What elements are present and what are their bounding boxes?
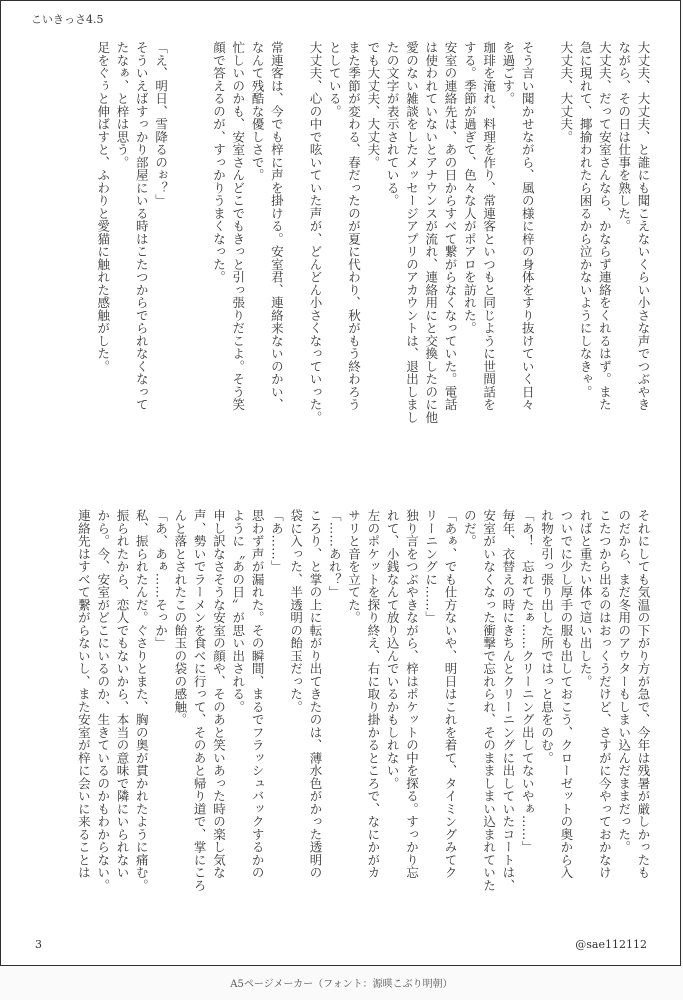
text-column: ころり、と掌の上に転がり出てきたのは、薄水色がかった透明の: [307, 509, 323, 879]
text-column: れ物を引っ張り出した所ではっと息をのむ。: [539, 509, 555, 764]
text-column: 顔で答えるのが、すっかりうまくなった。: [211, 41, 227, 284]
text-column: そういえばすっかり部屋にいる時はこたつからでられなくなって: [134, 41, 150, 411]
text-column: 私、振られたんだ。ぐさりとまた、胸の奥が貫かれたように痛む。: [134, 509, 150, 892]
author-handle: @sae112112: [575, 938, 647, 951]
text-column: 珈琲を淹れ、料理を作り、常連客といつもと同じように世間話を: [481, 41, 497, 411]
text-column: のだから、まだ冬用のアウターもしまい込んだままだった。: [616, 509, 632, 854]
text-column: 袋に入った、半透明の飴玉だった。: [288, 509, 304, 713]
text-column: は使われていないとアナウンスが流れ、連絡用にと交換したのに他: [423, 41, 439, 424]
text-column: ように〝あの日〟が思い出される。: [230, 509, 246, 713]
text-column: 常連客は、今でも梓に声を掛ける。安室君、連絡来ないのかい、: [269, 41, 285, 411]
text-column: こたつから出るのはおっくうだけど、さすがに今やっておかなけ: [597, 509, 613, 879]
text-column: リーニングに……」: [423, 509, 439, 624]
text-column: [171, 41, 190, 481]
text-column: ながら、その日は仕事を熟した。: [616, 41, 632, 233]
text-column: 急に現れて、揶揄われたら困るから泣かないようにしなきゃ。: [578, 41, 594, 398]
text-column: でも大丈夫、大丈夫。: [365, 41, 381, 169]
text-column: [537, 41, 556, 481]
text-column: [190, 41, 209, 481]
text-column: 思わず声が漏れた。その瞬間、まるでフラッシュバックするかの: [250, 509, 266, 879]
text-column: [286, 41, 305, 481]
text-column: また季節が変わる、春だったのが夏に代わり、秋がもう終わろう: [346, 41, 362, 411]
text-column: 独り言をつぶやきながら、梓はポケットの中を探る。すっかり忘: [404, 509, 420, 879]
text-column: 足をぐぅと伸ばすと、ふわりと愛猫に触れた感触がした。: [95, 41, 111, 373]
text-column: を過ごす。: [500, 41, 516, 105]
text-column: んと落とされたこの飴玉の袋の感触。: [172, 509, 188, 726]
text-column: 「あ！ 忘れてたぁ……クリーニング出してないやぁ……」: [520, 509, 536, 854]
text-column: 「あ……」: [269, 509, 285, 573]
text-column: のだ。: [462, 509, 478, 548]
text-column: 「あ、あぁ……そっか」: [153, 509, 169, 650]
text-column: 安室の連絡先は、あの日からすべて繋がらなくなっていた。電話: [443, 41, 459, 411]
text-column: 振られたから、恋人でもないから、本当の意味で隣にいられない: [114, 509, 130, 879]
text-column: 連絡先はすべて繋がらないし、また安室が梓に会いに来ることは: [76, 509, 92, 879]
text-column: そう言い聞かせながら、風の様に梓の身体をすり抜けていく日々: [520, 41, 536, 411]
text-column: 申し訳なさそうな安室の顔や、そのあと笑いあった時の楽し気な: [211, 509, 227, 879]
text-column: れて、小銭なんて放り込んでいるかもしれない。: [385, 509, 401, 790]
page-header-title: こいきっさ4.5: [31, 13, 104, 26]
text-column: から。今、安室がどこにいるのか、生きているのかもわからない。: [95, 509, 111, 892]
text-column: する。季節が過ぎて、色々な人がポアロを訪れた。: [462, 41, 478, 335]
text-column: 左のポケットを探り終え、右に取り掛かるところで、なにかがカ: [365, 509, 381, 879]
text-column: 声、勢いでラーメンを食べに行って、そのあと帰り道で、掌にころ: [192, 509, 208, 892]
text-column: 安室がいなくなった衝撃で忘れられ、そのまましまい込まれていた: [481, 509, 497, 892]
top-text-block: [93, 41, 653, 481]
text-column: たなぁ、と梓は思う。: [114, 41, 130, 169]
bottom-text-block: [74, 509, 653, 929]
text-column: 大丈夫、大丈夫、と誰にも聞こえないくらい小さな声でつぶやき: [636, 41, 651, 411]
text-column: なんて残酷な優しさで。: [250, 41, 266, 182]
text-column: 「あぁ、でも仕方ないや、明日はこれを着て、タイミングみてク: [443, 509, 459, 879]
text-column: 「え、明日、雪降るのぉ？」: [153, 41, 169, 207]
page-number: 3: [35, 938, 42, 951]
text-column: 大丈夫、心の中で呟いていた声が、どんどん小さくなっていった。: [307, 41, 323, 424]
text-column: ればと重たい体で這い出した。: [578, 509, 594, 688]
text-column: 大丈夫、大丈夫。: [558, 41, 574, 143]
footer-credit: A5ページメーカー（フォント：源暎こぶり明朝）: [230, 979, 453, 990]
text-column: としている。: [327, 41, 343, 118]
text-column: 毎年、衣替えの時にきちんとクリーニングに出していたコートは、: [500, 509, 516, 892]
text-column: 「……あれ？」: [327, 509, 343, 599]
text-column: それにしても気温の下がり方が急で、今年は残暑が厳しかったも: [636, 509, 651, 879]
text-column: 愛のない雑談をしたメッセージアプリのアカウントは、退出しまし: [404, 41, 420, 424]
text-column: たの文字が表示されている。: [385, 41, 401, 207]
text-column: ついでに少し厚手の服も出しておこう、クローゼットの奥から入: [558, 509, 574, 879]
text-column: 忙しいのかも、安室さんどこでもきっと引っ張りだこよ。そう笑: [230, 41, 246, 411]
text-column: サリと音を立てた。: [346, 509, 362, 624]
text-column: 大丈夫、だって安室さんなら、かならず連絡をくれるはず。また: [597, 41, 613, 411]
